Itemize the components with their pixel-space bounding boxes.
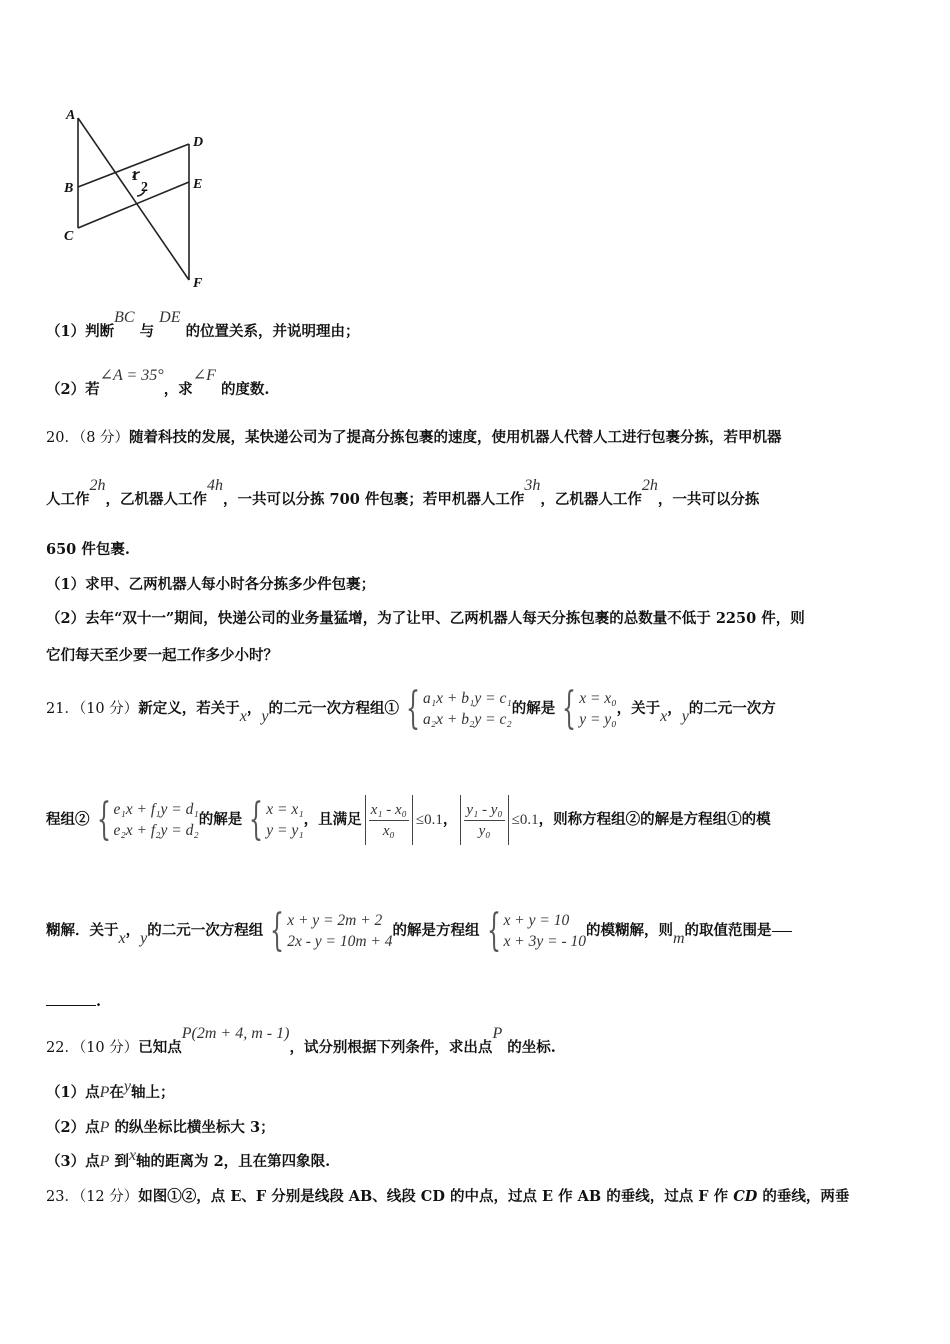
q21-t-a3: 的解是 <box>511 700 556 717</box>
math-angle-A: ∠A = 35° <box>99 367 164 384</box>
math-4h: 4h <box>207 477 223 494</box>
q20-line3: 650 件包裹. <box>46 541 130 558</box>
q20-part2b: 它们每天至少要一起工作多少小时？ <box>46 647 278 664</box>
q22-line1 <box>46 1025 556 1058</box>
math-2h-a: 2h <box>89 477 106 494</box>
label-F: F <box>193 276 203 291</box>
q21-t-a5: 的二元一次方 <box>688 700 776 717</box>
q20-t-d: ，乙机器人工作 <box>540 491 642 508</box>
q21-comma-2: ， <box>667 700 682 717</box>
q19-p1-mid: 与 <box>139 323 155 340</box>
q21-t-b3: ，且满足 <box>303 811 362 828</box>
q21-t-b1: 程组② <box>46 811 90 828</box>
q19-part2 <box>46 367 270 400</box>
q22-p1a: （1）点 <box>46 1084 100 1101</box>
fx-num: x₁ - x₀ <box>369 800 409 821</box>
q21-comma: ， <box>246 700 262 717</box>
math-P-1: P <box>99 1084 110 1101</box>
system-1: { a₁x + b₁y = c₁ a₂x + b₂y = c₂ <box>405 683 512 734</box>
sys4-row1: x + y = 10 <box>503 912 570 929</box>
math-y-axis: y <box>123 1078 131 1095</box>
math-P: P <box>492 1025 503 1042</box>
label-A: A <box>66 108 76 123</box>
q21-t-a4: ，关于 <box>616 700 661 717</box>
abs-frac-y <box>457 795 538 845</box>
q21-period: . <box>96 993 102 1010</box>
q19-p2-post: 的度数. <box>220 381 270 398</box>
math-2h-b: 2h <box>641 477 658 494</box>
q22-p1b: 在 <box>109 1084 124 1101</box>
fy-num: y₁ - y₀ <box>464 800 504 821</box>
q20-t-c: ，一共可以分拣 700 件包裹；若甲机器人工作 <box>223 491 525 508</box>
q21-t-b4: ，则称方程组②的解是方程组①的模 <box>538 811 771 828</box>
label-1: 1 <box>131 169 138 184</box>
q19-p1-pre: （1）判断 <box>46 323 115 340</box>
le-y: ≤0.1 <box>511 812 539 828</box>
q20-t-a: 人工作 <box>46 491 90 508</box>
q19-part1 <box>46 309 360 342</box>
q21-comma-3: ， <box>442 811 458 828</box>
q20-text1: 随着科技的发展，某快递公司为了提高分拣包裹的速度，使用机器人代替人工进行包裹分拣，若甲机器 <box>129 429 782 446</box>
solution-1: { x = x₀ y = y₀ <box>562 683 617 734</box>
q19-p1-post: 的位置关系，并说明理由； <box>185 323 360 340</box>
math-y-2: y <box>681 708 689 725</box>
geometry-figure <box>55 100 225 295</box>
q19-p2-mid: ，求 <box>163 381 193 398</box>
q22-t-a2: ，试分别根据下列条件，求出点 <box>289 1039 493 1056</box>
q20-part1: （1）求甲、乙两机器人每小时各分拣多少件包裹； <box>46 576 376 593</box>
system-2: { e₁x + f₁y = d₁ e₂x + f₂y = d₂ <box>96 794 199 845</box>
math-x-3: x <box>118 930 126 947</box>
sys2-row2: e₂x + f₂y = d₂ <box>113 822 199 839</box>
label-C: C <box>64 229 74 244</box>
q21-t-a1: 新定义，若关于 <box>138 700 240 717</box>
sys1-row1: a₁x + b₁y = c₁ <box>422 690 512 707</box>
q21-t-c4: 的模糊解，则 <box>585 922 673 939</box>
q20-line2 <box>46 477 760 510</box>
math-DE: DE <box>159 309 181 326</box>
q22-part3 <box>46 1147 331 1172</box>
q20-t-b: ，乙机器人工作 <box>105 491 207 508</box>
q20-number: 20．（8 分） <box>46 430 130 446</box>
q22-p2b: 的纵坐标比横坐标大 3； <box>114 1119 275 1136</box>
segment-AF <box>78 118 189 280</box>
sys2-row1: e₁x + f₁y = d₁ <box>113 801 199 818</box>
label-2: 2 <box>141 180 148 195</box>
q22-t-a3: 的坐标. <box>507 1039 556 1056</box>
q23-number: 23．（12 分） <box>46 1189 139 1205</box>
q21-t-c3: 的解是方程组 <box>392 922 480 939</box>
q23-line1 <box>46 1187 849 1207</box>
math-angle-F: ∠F <box>192 367 216 384</box>
q22-part1 <box>46 1078 175 1103</box>
answer-blank-a[interactable] <box>772 931 792 932</box>
q22-p2a: （2）点 <box>46 1119 100 1136</box>
sys4-row2: x + 3y = - 10 <box>503 933 586 950</box>
math-y: y <box>261 708 269 725</box>
system-4: { x + y = 10 x + 3y = - 10 <box>486 905 586 956</box>
le-x: ≤0.1 <box>415 812 443 828</box>
math-x: x <box>239 708 247 725</box>
sol2-row1: x = x₁ <box>266 801 304 818</box>
q23-cd: CD <box>733 1188 758 1205</box>
q21-t-c5: 的取值范围是 <box>684 922 772 939</box>
q21-t-b2: 的解是 <box>198 811 243 828</box>
q21-t-c1: 糊解．关于 <box>46 922 119 939</box>
label-B: B <box>64 181 74 196</box>
abs-frac-x <box>362 795 443 845</box>
q21-number: 21．（10 分） <box>46 701 139 717</box>
q21-line2 <box>46 792 771 848</box>
q19-p2-pre: （2）若 <box>46 381 100 398</box>
q23-text: 如图①②，点 E、F 分别是线段 AB、线段 CD 的中点，过点 E 作 AB 的垂线，过点 F 作 <box>138 1188 729 1205</box>
system-3: { x + y = 2m + 2 2x - y = 10m + 4 <box>270 905 393 956</box>
math-m: m <box>672 930 685 947</box>
segment-CE <box>78 182 189 228</box>
math-y-3: y <box>140 930 148 947</box>
q21-line4 <box>46 992 101 1012</box>
q23-text2: 的垂线，两垂 <box>762 1188 850 1205</box>
q22-t-a1: 已知点 <box>138 1039 182 1056</box>
math-P-2: P <box>99 1119 110 1136</box>
q21-t-c2: 的二元一次方程组 <box>147 922 264 939</box>
math-x-2: x <box>660 708 668 725</box>
q22-part2 <box>46 1118 275 1138</box>
q21-comma-4: ， <box>125 922 141 939</box>
q21-line1 <box>46 684 776 734</box>
solution-2: { x = x₁ y = y₁ <box>249 794 304 845</box>
sol2-row2: y = y₁ <box>266 822 304 839</box>
sol1-row2: y = y₀ <box>579 711 617 728</box>
sys3-row1: x + y = 2m + 2 <box>287 912 383 929</box>
label-D: D <box>193 135 204 150</box>
fy-den: y₀ <box>478 822 491 839</box>
sol1-row1: x = x₀ <box>579 690 617 707</box>
q20-line1 <box>46 428 782 448</box>
fx-den: x₀ <box>382 822 395 839</box>
q22-p1c: 轴上； <box>130 1084 175 1101</box>
q22-p3a: （3）点 <box>46 1153 100 1170</box>
math-3h: 3h <box>524 477 541 494</box>
q22-p3c: 轴的距离为 2，且在第四象限. <box>136 1153 331 1170</box>
sys1-row2: a₂x + b₂y = c₂ <box>422 711 512 728</box>
q22-number: 22．（10 分） <box>46 1040 139 1056</box>
q22-p3b: 到 <box>114 1153 129 1170</box>
math-x-axis: x <box>128 1147 137 1164</box>
q20-part2a: （2）去年“双十一”期间，快递公司的业务量猛增，为了让甲、乙两机器人每天分拣包裹的总数量不低于 2250 件，则 <box>46 610 805 627</box>
q21-line3 <box>46 903 792 959</box>
math-P-3: P <box>99 1153 110 1170</box>
q21-t-a2: 的二元一次方程组① <box>268 700 399 717</box>
q20-t-e: ，一共可以分拣 <box>657 491 760 508</box>
label-E: E <box>193 177 203 192</box>
math-point-P: P(2m + 4, m - 1) <box>181 1025 290 1042</box>
sys3-row2: 2x - y = 10m + 4 <box>287 933 393 950</box>
math-BC: BC <box>114 309 135 326</box>
answer-blank-b[interactable] <box>46 1005 96 1006</box>
